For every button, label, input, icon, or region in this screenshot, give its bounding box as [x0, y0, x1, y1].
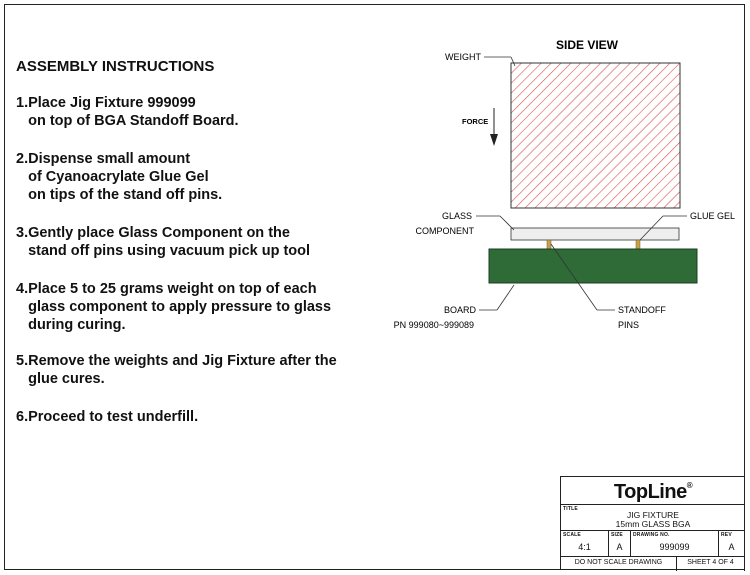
glass-component — [511, 228, 679, 240]
drawing-title-line1: JIG FIXTURE — [627, 510, 679, 520]
glass-leader-tip — [500, 216, 514, 230]
instructions-title: ASSEMBLY INSTRUCTIONS — [16, 58, 215, 75]
scale-value: 4:1 — [578, 542, 591, 552]
rev-cell — [719, 531, 745, 556]
glass-label-line1: GLASS — [441, 211, 472, 221]
size-value: A — [616, 542, 623, 552]
board-label-line1: BOARD — [443, 305, 476, 315]
standoff-pin-right — [636, 240, 640, 249]
side-view-title: SIDE VIEW — [555, 38, 619, 52]
standoff-label-line1: STANDOFF — [618, 305, 666, 315]
force-arrow-head — [490, 134, 498, 146]
board-leader-tip — [497, 285, 514, 310]
board-label-line2: PN 999080~999089 — [393, 320, 474, 330]
sheet-number: SHEET 4 OF 4 — [687, 559, 734, 566]
instruction-step-2: 2.Dispense small amount of Cyanoacrylate Glue Gel on tips of the stand off pins. — [16, 151, 223, 203]
title-block — [560, 476, 745, 570]
scale-cell — [561, 531, 609, 556]
scale-label: SCALE — [563, 532, 581, 538]
drawing-title-line2: 15mm GLASS BGA — [615, 519, 691, 529]
sheet-cell — [677, 557, 745, 571]
standoff-board — [489, 249, 697, 283]
glass-label-line2: COMPONENT — [415, 226, 474, 236]
standoff-label-line2: PINS — [618, 320, 640, 330]
size-cell — [609, 531, 631, 556]
drawing-number-label: DRAWING NO. — [633, 532, 670, 538]
instruction-step-6: 6.Proceed to test underfill. — [16, 409, 199, 425]
topline-logo: TopLine® — [613, 481, 693, 503]
drawing-number-value: 999099 — [659, 542, 690, 552]
instruction-step-4: 4.Place 5 to 25 grams weight on top of each glass component to apply pressure to glass during curing. — [16, 281, 332, 333]
note-cell — [561, 557, 677, 571]
weight-block — [511, 63, 680, 208]
title-block-info-row — [561, 531, 745, 557]
rev-value: A — [728, 542, 735, 552]
title-block-footer-row — [561, 557, 745, 571]
do-not-scale-note: DO NOT SCALE DRAWING — [574, 559, 663, 566]
rev-label: REV — [721, 532, 732, 538]
instruction-step-5: 5.Remove the weights and Jig Fixture after the glue cures. — [16, 353, 337, 387]
force-label: FORCE — [462, 117, 489, 126]
instruction-step-1: 1.Place Jig Fixture 999099 on top of BGA Standoff Board. — [16, 95, 239, 129]
instruction-step-3: 3.Gently place Glass Component on the stand off pins using vacuum pick up tool — [16, 225, 311, 259]
glue-gel-label: GLUE GEL — [690, 211, 736, 221]
drawing-number-cell — [631, 531, 719, 556]
title-block-logo-row — [561, 477, 745, 505]
standoff-pin-left — [547, 240, 551, 249]
title-block-title-row — [561, 505, 745, 531]
weight-label: WEIGHT — [445, 52, 481, 62]
size-label: SIZE — [611, 532, 623, 538]
title-label: TITLE — [563, 506, 578, 512]
